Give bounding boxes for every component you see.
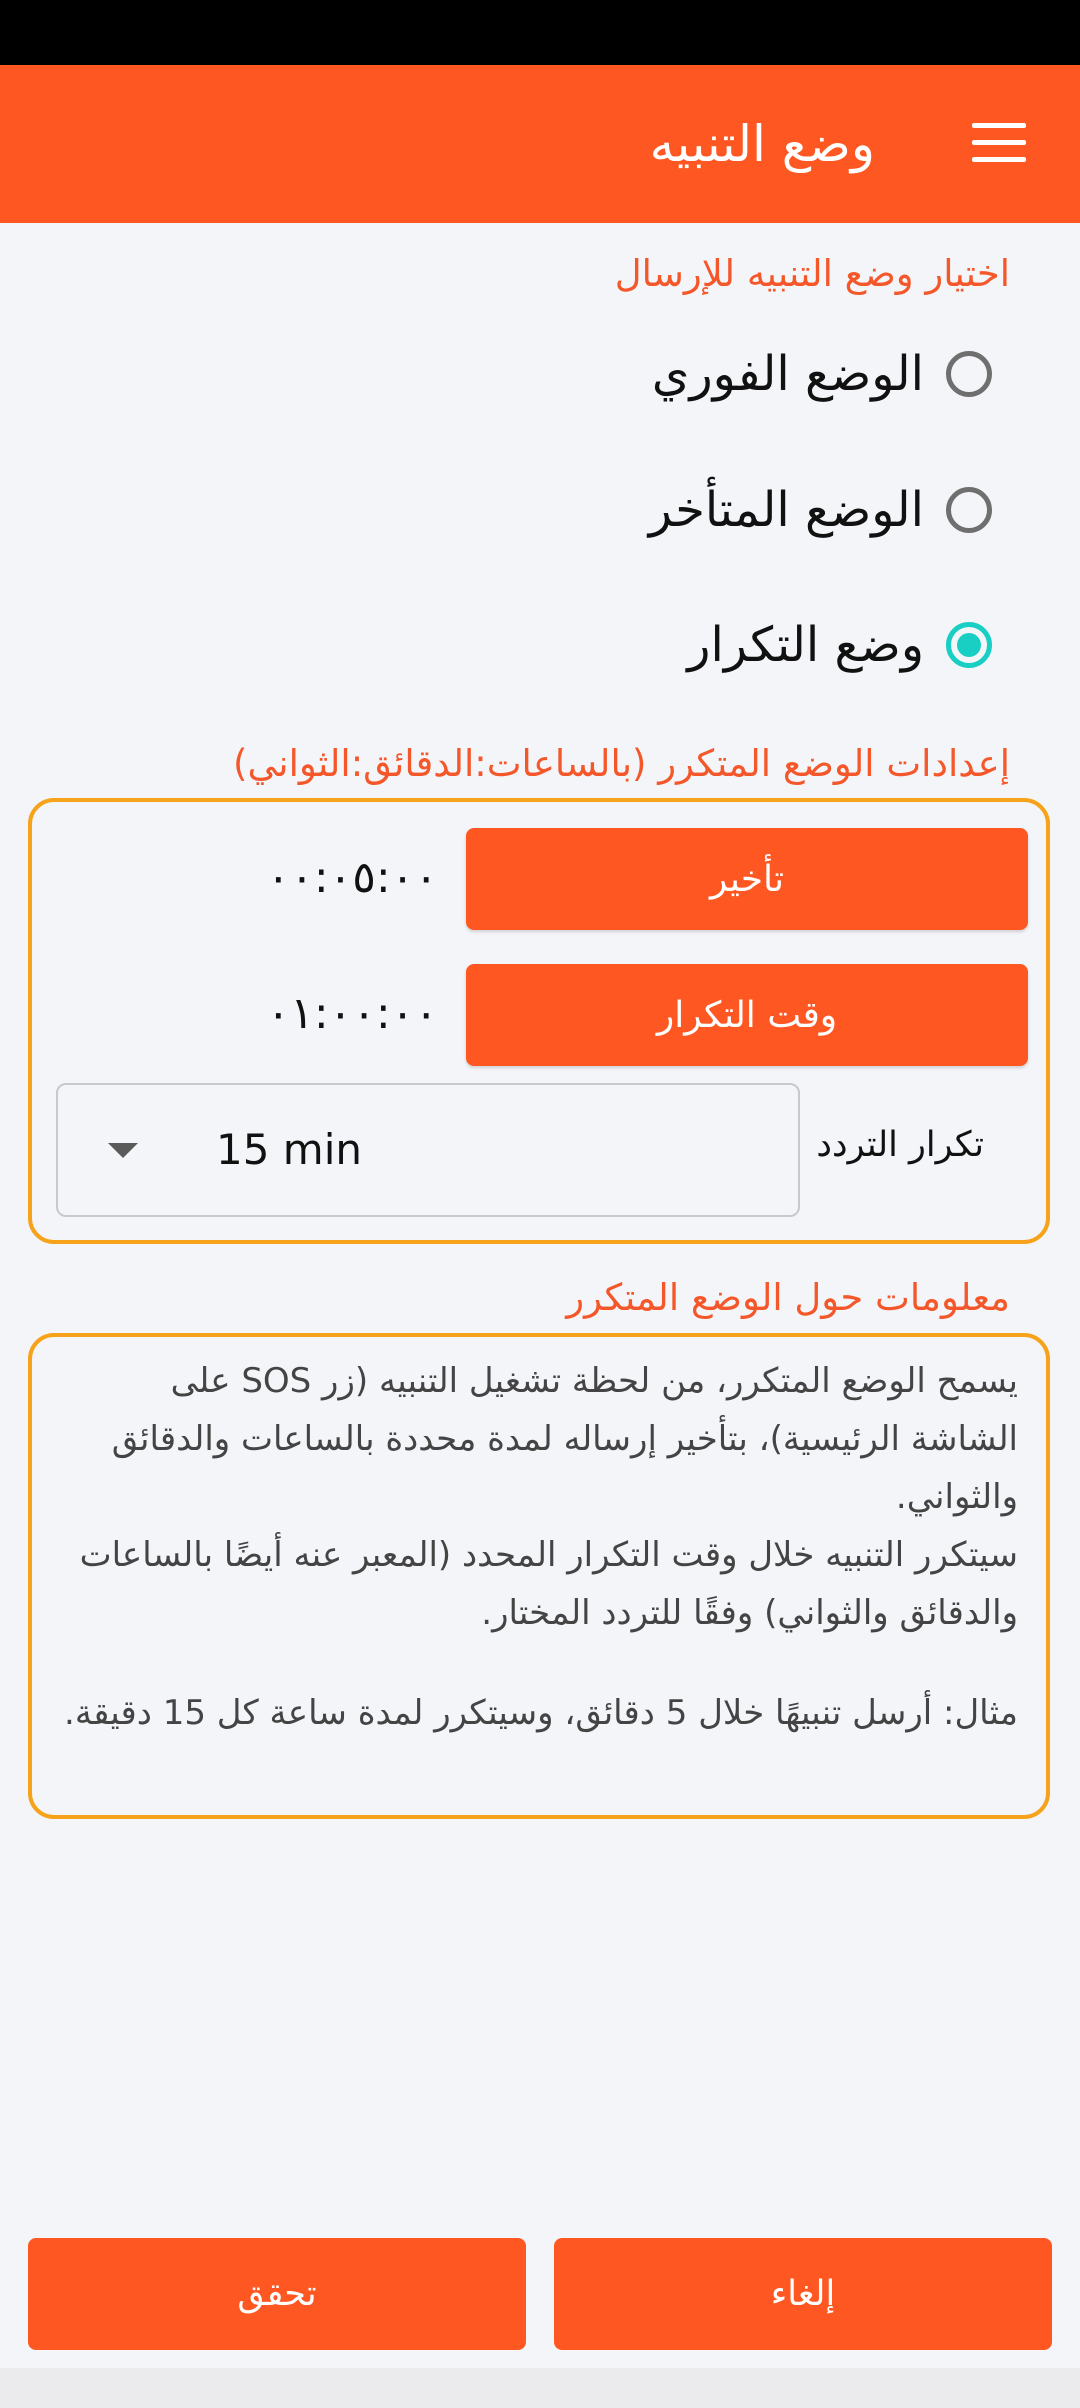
radio-checked-icon[interactable] xyxy=(946,622,992,668)
radio-immediate-mode[interactable] xyxy=(652,334,992,414)
settings-section-label: إعدادات الوضع المتكرر (بالساعات:الدقائق:الثواني) xyxy=(233,742,1010,785)
status-bar xyxy=(0,0,1080,65)
frequency-label: تكرار التردد xyxy=(816,1125,984,1165)
radio-label: الوضع الفوري xyxy=(651,346,924,402)
info-paragraph: سيتكرر التنبيه خلال وقت التكرار المحدد (المعبر عنه أيضًا بالساعات والدقائق والثواني) وفقًا للتردد المختار. xyxy=(79,1535,1018,1633)
radio-delayed-mode[interactable] xyxy=(649,470,992,550)
cancel-button[interactable]: إلغاء xyxy=(554,2238,1052,2350)
frequency-selected-value: 15 min xyxy=(216,1125,362,1174)
radio-label: الوضع المتأخر xyxy=(648,482,924,538)
page-title: وضع التنبيه xyxy=(649,115,875,173)
delay-time-value[interactable]: ٠٠:٠٥:٠٠ xyxy=(266,852,438,903)
frequency-dropdown[interactable] xyxy=(56,1083,800,1217)
dropdown-arrow-icon xyxy=(108,1143,138,1158)
radio-label: وضع التكرار xyxy=(687,617,924,673)
radio-unchecked-icon[interactable] xyxy=(946,351,992,397)
repeat-time-value[interactable]: ٠١:٠٠:٠٠ xyxy=(266,988,438,1039)
info-paragraph: يسمح الوضع المتكرر، من لحظة تشغيل التنبيه (زر SOS على الشاشة الرئيسية)، بتأخير إرساله لمدة محددة بالساعات والدقائق والثواني. xyxy=(111,1361,1018,1517)
info-text xyxy=(58,1352,1018,1742)
hamburger-menu-icon[interactable] xyxy=(972,123,1026,163)
delay-button[interactable]: تأخير xyxy=(466,828,1028,930)
mode-section-label: اختيار وضع التنبيه للإرسال xyxy=(614,252,1010,295)
verify-button[interactable]: تحقق xyxy=(28,2238,526,2350)
info-section-label: معلومات حول الوضع المتكرر xyxy=(566,1276,1010,1319)
radio-unchecked-icon[interactable] xyxy=(946,487,992,533)
repeat-time-button[interactable]: وقت التكرار xyxy=(466,964,1028,1066)
navigation-bar xyxy=(0,2368,1080,2408)
info-paragraph: مثال: أرسل تنبيهًا خلال 5 دقائق، وسيتكرر لمدة ساعة كل 15 دقيقة. xyxy=(64,1693,1018,1733)
app-bar xyxy=(0,65,1080,223)
radio-repeat-mode[interactable] xyxy=(687,605,992,685)
